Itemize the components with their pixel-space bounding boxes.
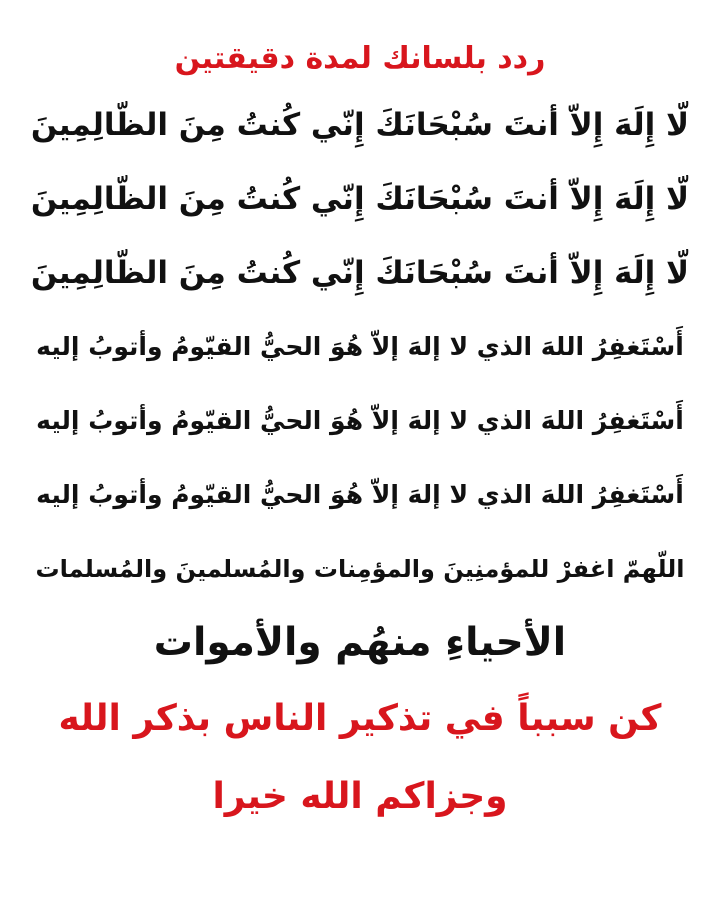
- thanks-line: وجزاكم الله خيرا: [212, 776, 508, 817]
- dua-line-2: الأحياءِ منهُم والأموات: [153, 620, 567, 665]
- instruction-heading: ردد بلسانك لمدة دقيقتين: [174, 41, 546, 76]
- istighfar-line-3: أَسْتَغفِرُ اللهَ الذي لا إلهَ إلاّ هُوَ الحيُّ القيّومُ وأتوبُ إليه: [36, 480, 684, 509]
- istighfar-line-1: أَسْتَغفِرُ اللهَ الذي لا إلهَ إلاّ هُوَ الحيُّ القيّومُ وأتوبُ إليه: [36, 332, 684, 361]
- tahlil-line-1: لّا إِلَهَ إِلاّ أنتَ سُبْحَانَكَ إِنّي كُنتُ مِنَ الظّالِمِينَ: [30, 107, 690, 143]
- tahlil-line-3: لّا إِلَهَ إِلاّ أنتَ سُبْحَانَكَ إِنّي كُنتُ مِنَ الظّالِمِينَ: [30, 255, 690, 291]
- istighfar-line-2: أَسْتَغفِرُ اللهَ الذي لا إلهَ إلاّ هُوَ الحيُّ القيّومُ وأتوبُ إليه: [36, 406, 684, 435]
- tahlil-line-2: لّا إِلَهَ إِلاّ أنتَ سُبْحَانَكَ إِنّي كُنتُ مِنَ الظّالِمِينَ: [30, 181, 690, 217]
- call-to-action: كن سبباً في تذكير الناس بذكر الله: [58, 698, 662, 739]
- dua-line-1: اللّهمّ اغفرْ للمؤمنِينَ والمؤمِنات والمُسلمينَ والمُسلمات: [35, 555, 685, 583]
